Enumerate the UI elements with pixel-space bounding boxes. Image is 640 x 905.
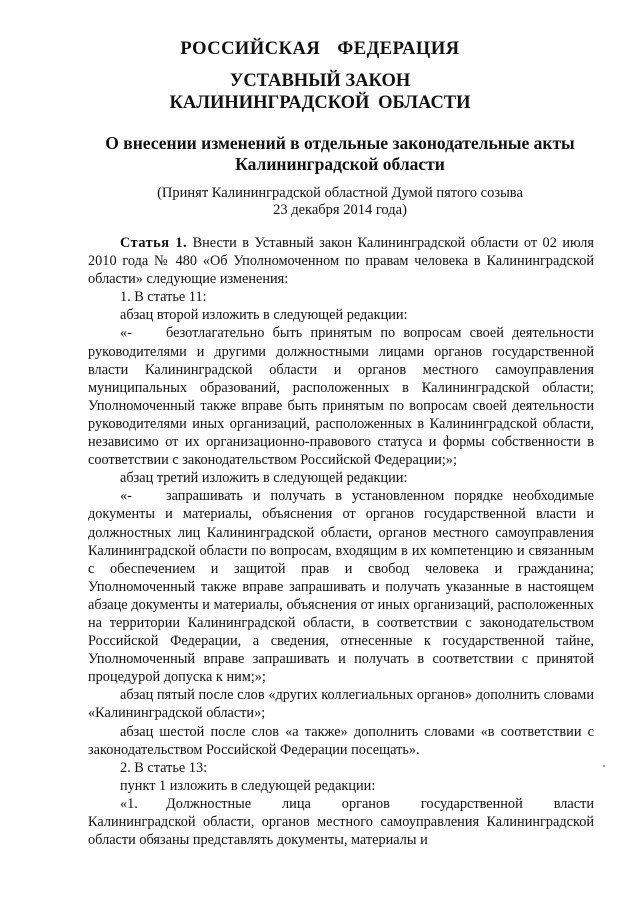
item-1: 1. В статье 11: [120, 289, 207, 306]
quote-paragraph-3 [88, 487, 594, 686]
adoption-note-line2: 23 декабря 2014 года) [273, 202, 407, 218]
article-label: Статья 1. [120, 235, 188, 251]
item-1-paragraph-5-instruction: абзац пятый после слов «других коллегиальных органов» дополнить словами «Калининградской области»; [88, 687, 594, 722]
document-title: О внесении изменений в отдельные законодательные акты Калининградской области [105, 133, 575, 174]
scan-speck [603, 765, 605, 767]
country-heading: РОССИЙСКАЯ ФЕДЕРАЦИЯ [180, 39, 460, 59]
document-body [88, 234, 594, 849]
quote-open-mark: «- [120, 488, 132, 505]
quote-text: Должностные лица органов государственной власти Калининградской области, органов местного самоуправления Калининградской области обязаны представлять документы, материалы и [88, 795, 594, 849]
item-1-paragraph-2-instruction: абзац второй изложить в следующей редакции: [120, 307, 408, 324]
item-2: 2. В статье 13: [120, 759, 208, 776]
article-intro-paragraph [88, 234, 594, 288]
quote-open-mark: «- [120, 325, 132, 342]
quote-open-mark: «1. [120, 795, 138, 812]
quote-point-1 [88, 795, 594, 849]
adoption-note [60, 185, 620, 219]
item-2-point-1-instruction: пункт 1 изложить в следующей редакции: [120, 777, 376, 794]
article-intro-text: Внести в Уставный закон Калининградской области от 02 июля 2010 года № 480 «Об Уполномоченном по правам человека в Калининградской области» следующие изменения: [88, 235, 595, 288]
item-1-paragraph-6-instruction: абзац шестой после слов «а также» дополнить словами «в соответствии с законодательством Российской Федерации посещать». [88, 723, 594, 758]
quote-text: запрашивать и получать в установленном порядке необходимые документы и материалы, объяснения от органов государственной власти и должностных лиц Калининградской области, органов местного самоуправления Калининградской области по вопросам, входящим в их компетенцию и связанным с обеспечением и защитой прав и свобод человека и гражданина; Уполномоченный также вправе запрашивать и получать указанные в настоящем абзаце документы и материалы, объяснения от иных организаций, расположенных на территории Калининградской области, в соответствии с законодательством Российской Федерации, а сведения, отнесенные к государственной тайне, Уполномоченный вправе запрашивать и получать в соответствии с принятой процедурой допуска к ним;»; [88, 488, 594, 686]
quote-text: безотлагательно быть принятым по вопросам своей деятельности руководителями и другими должностными лицами органов государственной власти Калининградской области и органов местного самоуправления муниципальных образований, расположенных в Калининградской области; Уполномоченный также вправе быть принятым по вопросам своей деятельности руководителями иных организаций, расположенных в Калининградской области, независимо от их организационно-правового статуса и формы собственности в соответствии с законодательством Российской Федерации;»; [88, 325, 594, 469]
quote-paragraph-2 [88, 324, 594, 469]
item-1-paragraph-3-instruction: абзац третий изложить в следующей редакции: [120, 470, 408, 487]
region-heading: КАЛИНИНГРАДСКОЙ ОБЛАСТИ [169, 93, 471, 113]
law-type-heading: УСТАВНЫЙ ЗАКОН [229, 71, 411, 91]
adoption-note-line1: (Принят Калининградской областной Думой пятого созыва [157, 185, 523, 201]
